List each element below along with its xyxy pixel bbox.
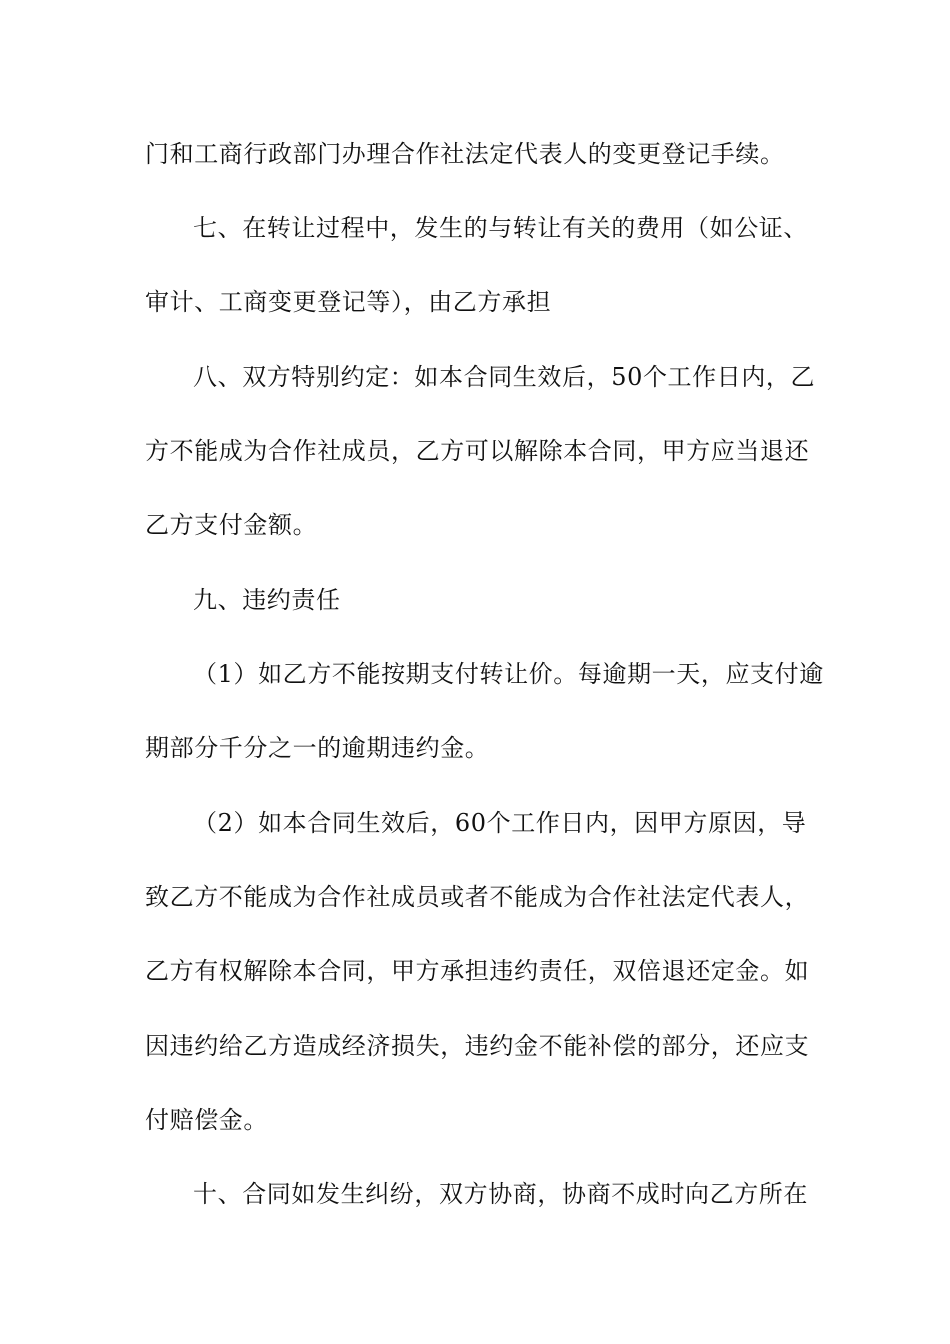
text-line: 致乙方不能成为合作社成员或者不能成为合作社法定代表人， — [145, 883, 810, 911]
clause-10-line: 十、合同如发生纠纷，双方协商，协商不成时向乙方所在 — [193, 1180, 808, 1208]
clause-7-line: 七、在转让过程中，发生的与转让有关的费用（如公证、 — [193, 214, 808, 242]
text-line: 期部分千分之一的逾期违约金。 — [145, 734, 490, 762]
text-line: 门和工商行政部门办理合作社法定代表人的变更登记手续。 — [145, 140, 785, 168]
clause-9-item-2-line: （2）如本合同生效后，60个工作日内，因甲方原因，导 — [193, 809, 807, 837]
clause-9-heading: 九、违约责任 — [193, 586, 341, 614]
clause-9-item-1-line: （1）如乙方不能按期支付转让价。每逾期一天，应支付逾 — [193, 660, 824, 688]
text-line: 付赔偿金。 — [145, 1106, 268, 1134]
text-line: 乙方有权解除本合同，甲方承担违约责任，双倍退还定金。如 — [145, 957, 810, 985]
clause-8-line: 八、双方特别约定：如本合同生效后，50个工作日内，乙 — [193, 363, 816, 391]
text-line: 审计、工商变更登记等），由乙方承担 — [145, 288, 552, 316]
text-line: 方不能成为合作社成员，乙方可以解除本合同，甲方应当退还 — [145, 437, 810, 465]
text-line: 乙方支付金额。 — [145, 511, 318, 539]
text-line: 因违约给乙方造成经济损失，违约金不能补偿的部分，还应支 — [145, 1032, 810, 1060]
